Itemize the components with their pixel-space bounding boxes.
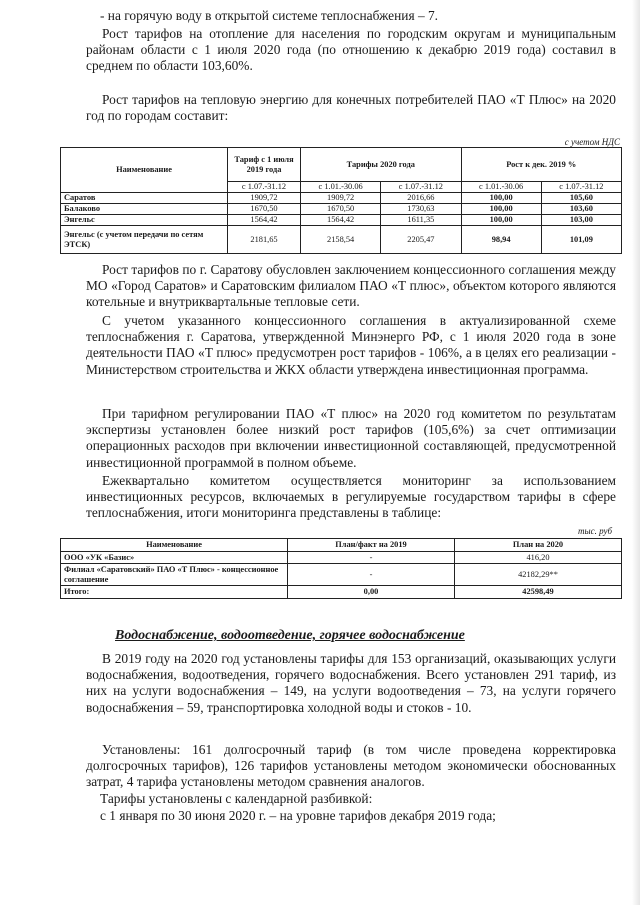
table1-header-growth: Рост к дек. 2019 %: [461, 148, 622, 182]
table2-cell: 42182,29**: [455, 564, 622, 586]
table-row: [61, 552, 622, 564]
table1-cell: 1909,72: [301, 193, 381, 204]
table1-cell: 1909,72: [228, 193, 301, 204]
table1-cell: 100,00: [461, 215, 541, 226]
table1-cell: 100,00: [461, 193, 541, 204]
paragraph-calendar: Тарифы установлены с календарной разбивкой:: [100, 791, 373, 806]
table1-note: с учетом НДС: [564, 137, 620, 147]
paragraph-monitoring: Ежеквартально комитетом осуществляется мониторинг за использованием инвестиционных ресурсов, включаемых в регулируемые государством тарифы в сфере теплоснабжения, итоги мониторинга представлены в таблице:: [86, 473, 616, 521]
table1-city: Энгельс: [61, 215, 228, 226]
table2-cell: -: [288, 552, 455, 564]
table1-cell: 2158,54: [301, 226, 381, 254]
table1-cell: 1730,63: [381, 204, 461, 215]
paragraph-long-term-tariffs: Установлены: 161 долгосрочный тариф (в том числе проведена корректировка долгосрочных тарифов), 126 тарифов установлены методом экономически обоснованных затрат, 4 тарифа установлены методом сравнения аналогов.: [86, 742, 616, 790]
paragraph-tplus-intro: Рост тарифов на тепловую энергию для конечных потребителей ПАО «Т Плюс» на 2020 год по городам составит:: [86, 92, 616, 124]
paragraph-hot-water: - на горячую воду в открытой системе теплоснабжения – 7.: [100, 8, 439, 23]
table1-cell: 101,09: [541, 226, 621, 254]
table-row: [61, 215, 622, 226]
table1-cell: 1564,42: [228, 215, 301, 226]
table-row: [61, 226, 622, 254]
table2-cell: ООО «УК «Базис»: [61, 552, 288, 564]
table-row: [61, 193, 622, 204]
table1-period: с 1.01.-30.06: [301, 182, 381, 193]
table2-header-plan-fact: План/факт на 2019: [288, 539, 455, 552]
table1-period: с 1.07.-31.12: [541, 182, 621, 193]
scan-edge-shadow: [632, 0, 640, 905]
table1-cell: 1564,42: [301, 215, 381, 226]
table1-header-name: Наименование: [61, 148, 228, 193]
table1-cell: 103,00: [541, 215, 621, 226]
table1-cell: 1670,50: [301, 204, 381, 215]
paragraph-saratov-concession: Рост тарифов по г. Саратову обусловлен заключением концессионного соглашения между МО «Город Саратов» и Саратовским филиалом ПАО «Т плюс», объектом которого являются котельные и внутриквартальные тепловые сети.: [86, 262, 616, 310]
table2-header-plan: План на 2020: [455, 539, 622, 552]
tariff-growth-table: [60, 147, 622, 254]
table-row: [61, 586, 622, 599]
table1-cell: 105,60: [541, 193, 621, 204]
paragraph-jan-june: с 1 января по 30 июня 2020 г. – на уровне тарифов декабря 2019 года;: [100, 808, 496, 823]
paragraph-tariff-regulation: При тарифном регулировании ПАО «Т плюс» на 2020 год комитетом по результатам экспертизы установлен более низкий рост тарифов (105,6%) за счет оптимизации операционных расходов при включении инвестиционной составляющей, предусмотренной инвестиционной программой в полном объеме.: [86, 406, 616, 470]
table1-period: с 1.07.-31.12: [381, 182, 461, 193]
table1-city: Саратов: [61, 193, 228, 204]
table1-header-2019: Тариф с 1 июля 2019 года: [228, 148, 301, 182]
table2-cell: 0,00: [288, 586, 455, 599]
paragraph-heat-scheme: С учетом указанного концессионного соглашения в актуализированной схеме теплоснабжения г. Саратова, утвержденной Минэнерго РФ, с 1 июля 2020 года в зоне деятельности ПАО «Т плюс» предусмотрен рост тарифов - 106%, а в целях его реализации - Министерством строительства и ЖКХ области утверждена инвестиционная программа.: [86, 313, 616, 377]
table1-cell: 100,00: [461, 204, 541, 215]
table1-cell: 1670,50: [228, 204, 301, 215]
table1-header-2020: Тарифы 2020 года: [301, 148, 462, 182]
table-row: [61, 564, 622, 586]
table2-total-label: Итого:: [61, 586, 288, 599]
paragraph-water-tariffs: В 2019 году на 2020 год установлены тарифы для 153 организаций, оказывающих услуги водоснабжения, водоотведения, горячего водоснабжения. Всего установлен 291 тариф, из них на услуги водоснабжения – 149, на услуги водоотведения – 73, на услуги горячего водоснабжения – 59, транспортировка холодной воды и стоков - 10.: [86, 651, 616, 715]
table1-period: с 1.07.-31.12: [228, 182, 301, 193]
table2-cell: 42598,49: [455, 586, 622, 599]
table1-cell: 1611,35: [381, 215, 461, 226]
table2-note: тыс. руб: [578, 526, 612, 536]
table2-header-name: Наименование: [61, 539, 288, 552]
table1-cell: 2205,47: [381, 226, 461, 254]
table-row: [61, 204, 622, 215]
table1-cell: 98,94: [461, 226, 541, 254]
table1-period: с 1.01.-30.06: [461, 182, 541, 193]
paragraph-heating-growth: Рост тарифов на отопление для населения по городским округам и муниципальным районам области с 1 июля 2020 года (по отношению к декабрю 2019 года) составил в среднем по области 103,60%.: [86, 26, 616, 74]
section-heading-water: Водоснабжение, водоотведение, горячее водоснабжение: [115, 628, 465, 643]
table2-cell: Филиал «Саратовский» ПАО «Т Плюс» - концессионное соглашение: [61, 564, 288, 586]
table1-city: Энгельс (с учетом передачи по сетям ЭТСК): [61, 226, 228, 254]
table1-cell: 103,60: [541, 204, 621, 215]
table1-cell: 2181,65: [228, 226, 301, 254]
investment-monitoring-table: [60, 538, 622, 599]
table2-cell: -: [288, 564, 455, 586]
table1-cell: 2016,66: [381, 193, 461, 204]
table2-cell: 416,20: [455, 552, 622, 564]
table1-city: Балаково: [61, 204, 228, 215]
